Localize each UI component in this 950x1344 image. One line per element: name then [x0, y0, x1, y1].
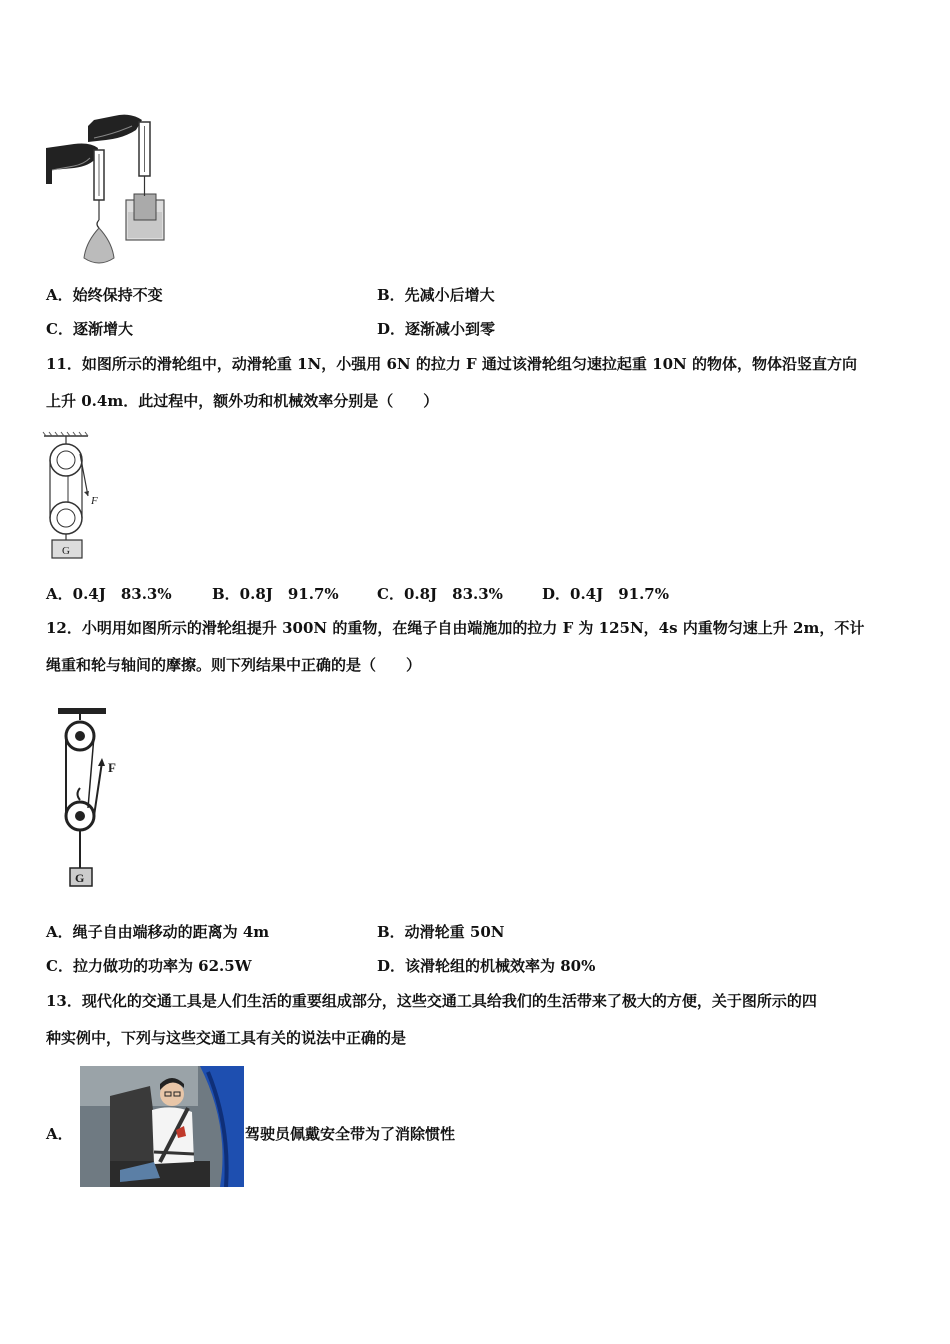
q11-option-b: B．0.8J 91.7% — [212, 585, 339, 603]
q12-weight-label: G — [75, 871, 85, 885]
q13-option-a-text: 驾驶员佩戴安全带为了消除惯性 — [245, 1125, 456, 1143]
q12-stem-line1: 12．小明用如图所示的滑轮组提升 300N 的重物，在绳子自由端施加的拉力 F 为 125N，4s 内重物匀速上升 2m，不计 — [46, 619, 865, 637]
driver-seatbelt-photo — [80, 1066, 244, 1187]
q12-option-b: B．动滑轮重 50N — [377, 923, 505, 941]
q11-pulley-figure — [40, 430, 110, 562]
q11-option-a: A．0.4J 83.3% — [46, 585, 172, 603]
q13-option-a-label: A． — [46, 1125, 73, 1143]
q12-pulley-figure — [54, 704, 130, 890]
q13-stem-line2: 种实例中，下列与这些交通工具有关的说法中正确的是 — [46, 1029, 407, 1047]
q11-force-label: F — [91, 495, 98, 507]
q12-option-c: C．拉力做功的功率为 62.5W — [46, 957, 252, 975]
q12-force-label: F — [108, 760, 116, 775]
q10-option-d: D．逐渐减小到零 — [377, 320, 496, 338]
q11-option-c: C．0.8J 83.3% — [377, 585, 503, 603]
q10-option-c: C．逐渐增大 — [46, 320, 133, 338]
q12-option-d: D．该滑轮组的机械效率为 80% — [377, 957, 596, 975]
q10-option-b: B．先减小后增大 — [377, 286, 495, 304]
q12-option-a: A．绳子自由端移动的距离为 4m — [46, 923, 270, 941]
q12-stem-line2: 绳重和轮与轴间的摩擦。则下列结果中正确的是（ ） — [46, 656, 422, 674]
q11-option-d: D．0.4J 91.7% — [542, 585, 669, 603]
q11-weight-label: G — [62, 545, 70, 557]
q13-stem-line1: 13．现代化的交通工具是人们生活的重要组成部分，这些交通工具给我们的生活带来了极大的方便，关于图所示的四 — [46, 992, 817, 1010]
spring-scale-figure — [44, 108, 174, 270]
q11-stem-line1: 11．如图所示的滑轮组中，动滑轮重 1N，小强用 6N 的拉力 F 通过该滑轮组匀速拉起重 10N 的物体，物体沿竖直方向 — [46, 355, 857, 373]
q10-option-a: A．始终保持不变 — [46, 286, 163, 304]
q11-stem-line2: 上升 0.4m．此过程中，额外功和机械效率分别是（ ） — [46, 392, 439, 410]
